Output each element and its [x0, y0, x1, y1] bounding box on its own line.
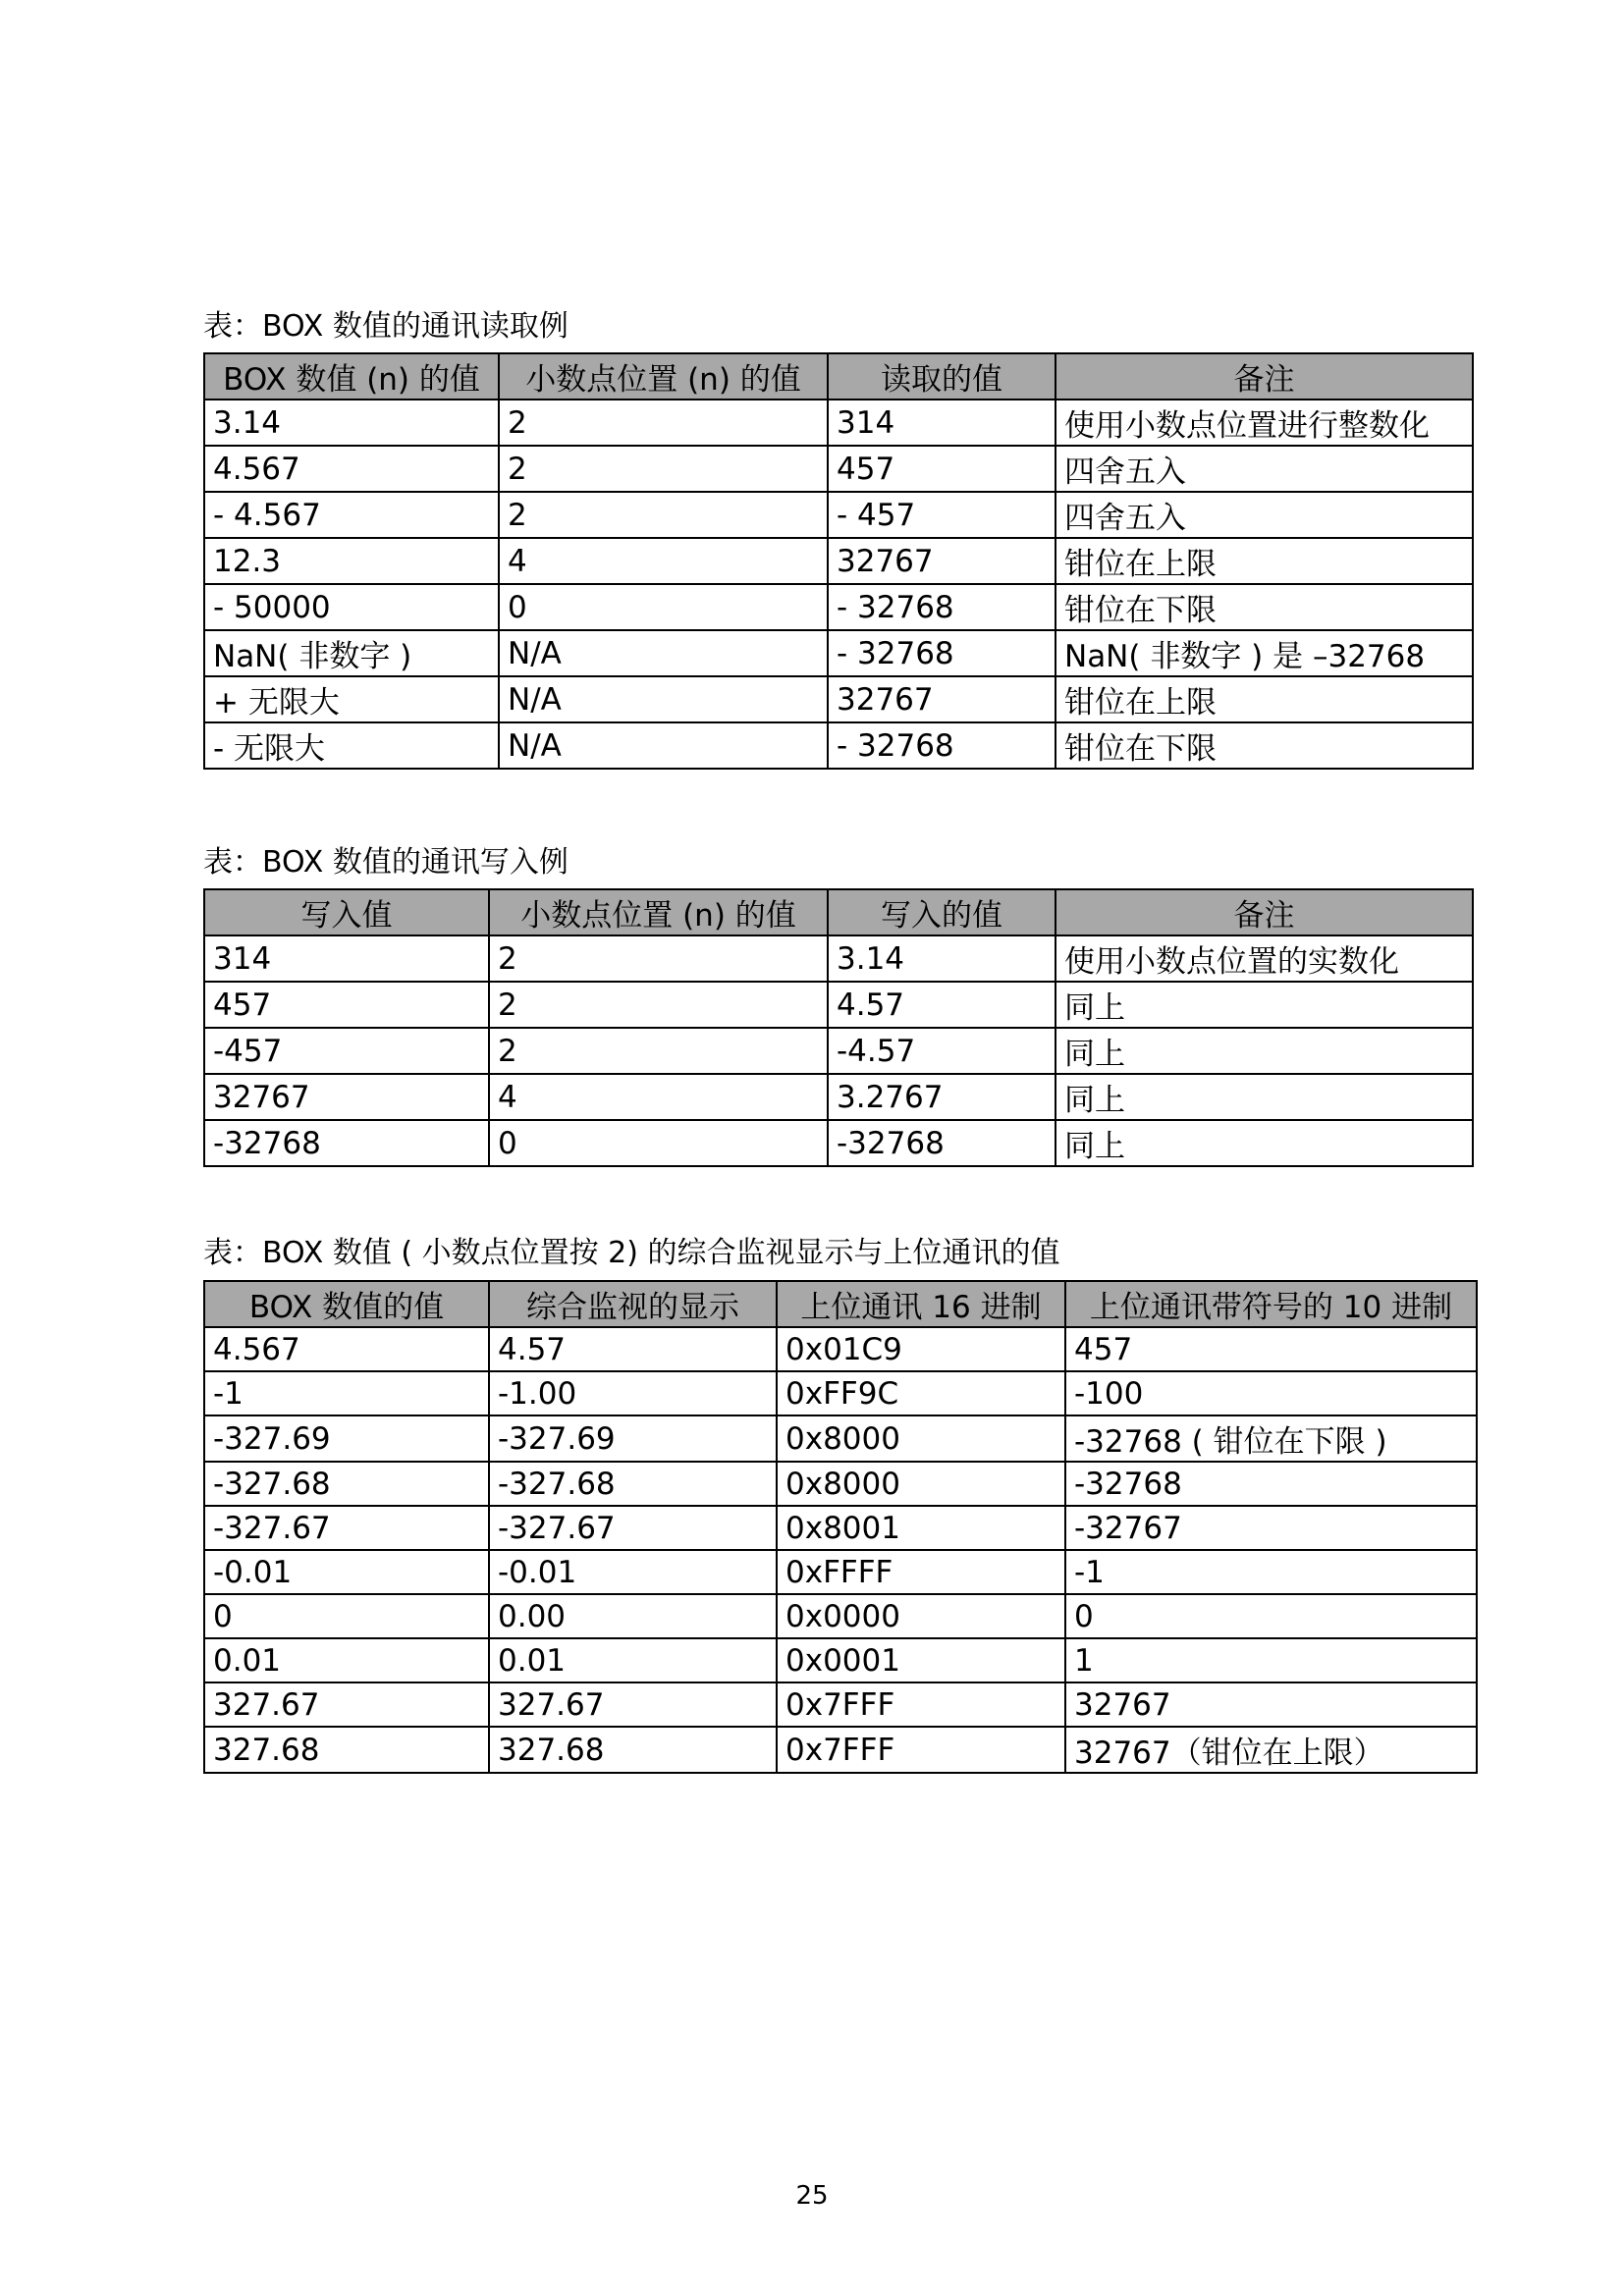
write-table — [203, 888, 1474, 1167]
table-row — [204, 1682, 1477, 1727]
table-cell: 0x01C9 — [777, 1327, 1065, 1371]
table-cell: NaN( 非数字 ) 是 –32768 — [1056, 630, 1473, 676]
table-cell: 0x8001 — [777, 1506, 1065, 1550]
table-cell: 2 — [499, 400, 828, 446]
table-cell: 314 — [828, 400, 1056, 446]
table-cell: 32767（钳位在上限） — [1065, 1727, 1477, 1773]
table-cell: -32768 — [1065, 1462, 1477, 1506]
table-cell: 钳位在下限 — [1056, 584, 1473, 630]
table-cell: 0 — [499, 584, 828, 630]
table-cell: -457 — [204, 1028, 489, 1074]
table-cell: 4.57 — [489, 1327, 777, 1371]
table-cell: -0.01 — [489, 1550, 777, 1594]
table-cell: N/A — [499, 722, 828, 769]
table-row — [204, 676, 1473, 722]
table-cell: N/A — [499, 676, 828, 722]
table-cell: 四舍五入 — [1056, 446, 1473, 492]
read-header-decimal-position: 小数点位置 (n) 的值 — [499, 353, 828, 400]
page-number: 25 — [795, 2181, 829, 2211]
table-row — [204, 400, 1473, 446]
monitor-header-monitor-display: 综合监视的显示 — [489, 1281, 777, 1327]
table-cell: -0.01 — [204, 1550, 489, 1594]
table-cell: -1 — [1065, 1550, 1477, 1594]
table-cell: 4 — [499, 538, 828, 584]
monitor-table — [203, 1280, 1478, 1774]
table-cell: 32767 — [1065, 1682, 1477, 1727]
table-cell: 同上 — [1056, 1028, 1473, 1074]
table-cell: + 无限大 — [204, 676, 499, 722]
table-row — [204, 492, 1473, 538]
table-cell: 同上 — [1056, 982, 1473, 1028]
table-row — [204, 982, 1473, 1028]
table-cell: -100 — [1065, 1371, 1477, 1415]
read-header-remarks: 备注 — [1056, 353, 1473, 400]
table-cell: 0.00 — [489, 1594, 777, 1638]
table-cell: -327.67 — [204, 1506, 489, 1550]
table-cell: -327.68 — [489, 1462, 777, 1506]
table-row — [204, 1028, 1473, 1074]
write-header-decimal-position: 小数点位置 (n) 的值 — [489, 889, 828, 935]
table-cell: 钳位在下限 — [1056, 722, 1473, 769]
table-cell: - 32768 — [828, 584, 1056, 630]
table-cell: - 32768 — [828, 630, 1056, 676]
table-cell: -327.68 — [204, 1462, 489, 1506]
table-cell: 457 — [1065, 1327, 1477, 1371]
table-row — [204, 722, 1473, 769]
table-cell: -32767 — [1065, 1506, 1477, 1550]
table-cell: -32768 — [828, 1120, 1056, 1166]
table-cell: 使用小数点位置进行整数化 — [1056, 400, 1473, 446]
monitor-header-host-hex: 上位通讯 16 进制 — [777, 1281, 1065, 1327]
table-row — [204, 1327, 1477, 1371]
table-row — [204, 446, 1473, 492]
write-header-written-value: 写入的值 — [828, 889, 1056, 935]
read-header-read-value: 读取的值 — [828, 353, 1056, 400]
table-row — [204, 584, 1473, 630]
monitor-header-box-value: BOX 数值的值 — [204, 1281, 489, 1327]
table-cell: 4.57 — [828, 982, 1056, 1028]
table-cell: N/A — [499, 630, 828, 676]
table-cell: -1 — [204, 1371, 489, 1415]
monitor-table-caption: 表：BOX 数值 ( 小数点位置按 2) 的综合监视显示与上位通讯的值 — [203, 1236, 1060, 1270]
table-cell: 0x8000 — [777, 1415, 1065, 1462]
table-cell: - 50000 — [204, 584, 499, 630]
table-cell: 0.01 — [204, 1638, 489, 1682]
table-cell: 0 — [1065, 1594, 1477, 1638]
table-cell: 327.68 — [489, 1727, 777, 1773]
table-cell: 2 — [499, 446, 828, 492]
table-cell: -1.00 — [489, 1371, 777, 1415]
table-cell: 32767 — [204, 1074, 489, 1120]
read-table-caption: 表：BOX 数值的通讯读取例 — [203, 309, 568, 344]
table-cell: -4.57 — [828, 1028, 1056, 1074]
table-cell: 四舍五入 — [1056, 492, 1473, 538]
table-cell: 4 — [489, 1074, 828, 1120]
table-cell: 0x0001 — [777, 1638, 1065, 1682]
table-row — [204, 630, 1473, 676]
table-cell: 同上 — [1056, 1074, 1473, 1120]
table-cell: - 4.567 — [204, 492, 499, 538]
table-cell: 1 — [1065, 1638, 1477, 1682]
table-cell: NaN( 非数字 ) — [204, 630, 499, 676]
table-cell: 3.14 — [204, 400, 499, 446]
table-cell: 0.01 — [489, 1638, 777, 1682]
table-row — [204, 1594, 1477, 1638]
table-cell: 钳位在上限 — [1056, 538, 1473, 584]
table-cell: 2 — [489, 982, 828, 1028]
table-cell: 327.67 — [489, 1682, 777, 1727]
table-row — [204, 1120, 1473, 1166]
table-cell: 457 — [828, 446, 1056, 492]
table-row — [204, 1415, 1477, 1462]
table-cell: 2 — [499, 492, 828, 538]
table-cell: - 457 — [828, 492, 1056, 538]
table-cell: -32768 — [204, 1120, 489, 1166]
table-cell: 0xFFFF — [777, 1550, 1065, 1594]
table-cell: 0 — [204, 1594, 489, 1638]
table-cell: -327.67 — [489, 1506, 777, 1550]
table-row — [204, 538, 1473, 584]
table-row — [204, 1638, 1477, 1682]
table-cell: -327.69 — [489, 1415, 777, 1462]
table-cell: 使用小数点位置的实数化 — [1056, 935, 1473, 982]
table-cell: 3.14 — [828, 935, 1056, 982]
table-cell: 0x0000 — [777, 1594, 1065, 1638]
table-cell: 32767 — [828, 538, 1056, 584]
table-row — [204, 1074, 1473, 1120]
table-cell: - 32768 — [828, 722, 1056, 769]
table-cell: 12.3 — [204, 538, 499, 584]
table-cell: 2 — [489, 935, 828, 982]
table-row — [204, 935, 1473, 982]
monitor-header-host-signed-decimal: 上位通讯带符号的 10 进制 — [1065, 1281, 1477, 1327]
read-table-header-row — [204, 353, 1473, 400]
table-cell: 4.567 — [204, 446, 499, 492]
table-cell: - 无限大 — [204, 722, 499, 769]
table-cell: 4.567 — [204, 1327, 489, 1371]
table-cell: 32767 — [828, 676, 1056, 722]
table-cell: 314 — [204, 935, 489, 982]
table-cell: -327.69 — [204, 1415, 489, 1462]
table-cell: 0xFF9C — [777, 1371, 1065, 1415]
write-table-header-row — [204, 889, 1473, 935]
table-row — [204, 1462, 1477, 1506]
table-row — [204, 1727, 1477, 1773]
write-header-write-input: 写入值 — [204, 889, 489, 935]
write-table-caption: 表：BOX 数值的通讯写入例 — [203, 845, 568, 880]
table-cell: 0x8000 — [777, 1462, 1065, 1506]
table-cell: 钳位在上限 — [1056, 676, 1473, 722]
table-cell: 同上 — [1056, 1120, 1473, 1166]
table-cell: 2 — [489, 1028, 828, 1074]
read-header-box-value: BOX 数值 (n) 的值 — [204, 353, 499, 400]
table-cell: 457 — [204, 982, 489, 1028]
table-row — [204, 1550, 1477, 1594]
monitor-table-header-row — [204, 1281, 1477, 1327]
table-cell: -32768 ( 钳位在下限 ) — [1065, 1415, 1477, 1462]
table-cell: 3.2767 — [828, 1074, 1056, 1120]
table-cell: 0x7FFF — [777, 1682, 1065, 1727]
read-table — [203, 352, 1474, 770]
table-cell: 327.68 — [204, 1727, 489, 1773]
table-row — [204, 1506, 1477, 1550]
table-cell: 0x7FFF — [777, 1727, 1065, 1773]
write-header-remarks: 备注 — [1056, 889, 1473, 935]
table-cell: 0 — [489, 1120, 828, 1166]
table-cell: 327.67 — [204, 1682, 489, 1727]
table-row — [204, 1371, 1477, 1415]
